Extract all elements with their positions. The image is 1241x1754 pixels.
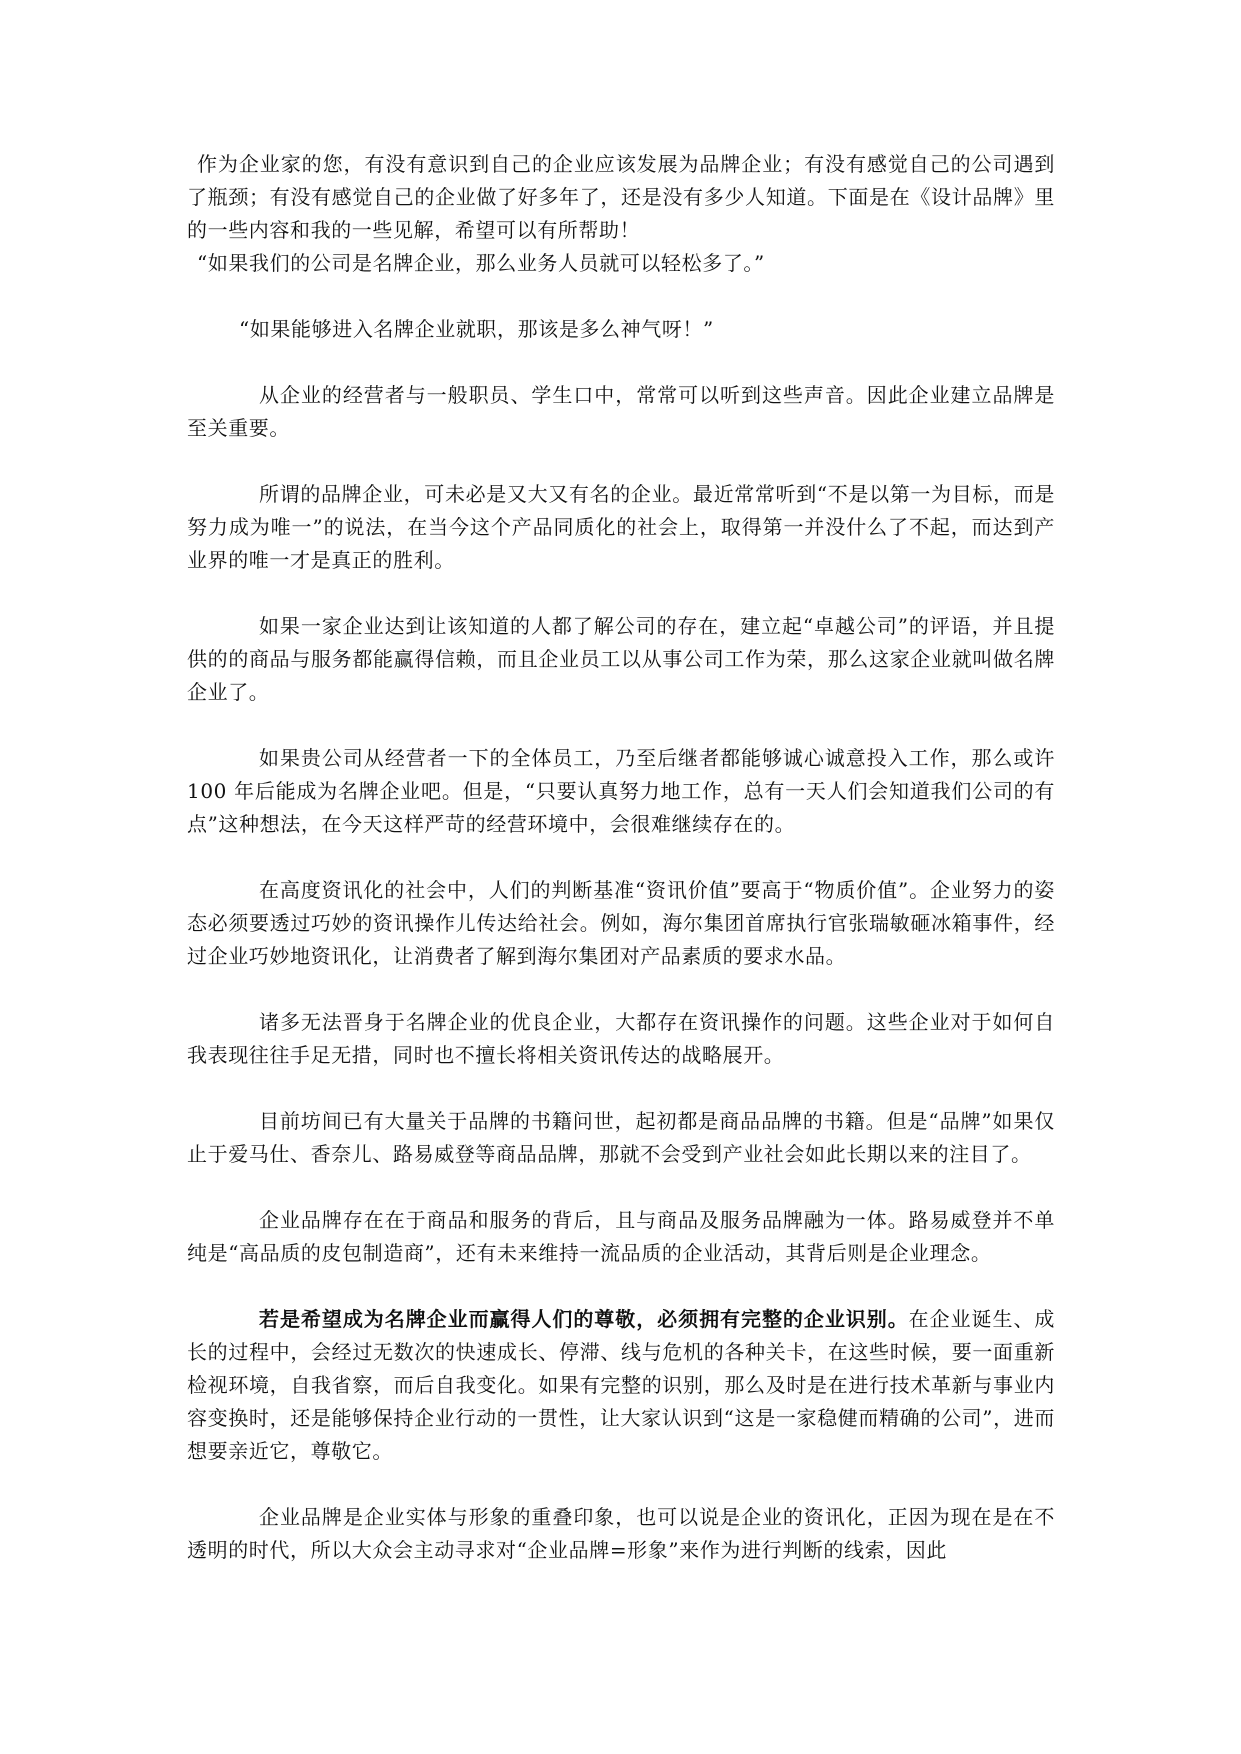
paragraph-2: 所谓的品牌企业，可未必是又大又有名的企业。最近常常听到“不是以第一为目标，而是努力成为唯一”的说法，在当今这个产品同质化的社会上，取得第一并没什么了不起，而达到产业界的唯一才是真正的胜利。 <box>187 482 1055 572</box>
paragraph-9-bold-lead: 若是希望成为名牌企业而赢得人们的尊敬，必须拥有完整的企业识别。 <box>259 1307 909 1331</box>
paragraph-9-rest: 在企业诞生、成长的过程中，会经过无数次的快速成长、停滞、线与危机的各种关卡，在这些时候，要一面重新检视环境，自我省察，而后自我变化。如果有完整的识别，那么及时是在进行技术革新与事业内容变换时，还是能够保持企业行动的一贯性，让大家认识到“这是一家稳健而精确的公司”，进而想要亲近它，尊敬它。 <box>187 1307 1055 1463</box>
paragraph-9 <box>187 1303 1055 1468</box>
paragraph-7: 目前坊间已有大量关于品牌的书籍问世，起初都是商品品牌的书籍。但是“品牌”如果仅止于爱马仕、香奈儿、路易威登等商品品牌，那就不会受到产业社会如此长期以来的注目了。 <box>187 1109 1055 1166</box>
paragraph-8: 企业品牌存在在于商品和服务的背后，且与商品及服务品牌融为一体。路易威登并不单纯是“高品质的皮包制造商”，还有未来维持一流品质的企业活动，其背后则是企业理念。 <box>187 1208 1055 1265</box>
paragraph-10: 企业品牌是企业实体与形象的重叠印象，也可以说是企业的资讯化，正因为现在是在不透明的时代，所以大众会主动寻求对“企业品牌=形象”来作为进行判断的线索，因此 <box>187 1505 1055 1562</box>
intro-paragraph: 作为企业家的您，有没有意识到自己的企业应该发展为品牌企业；有没有感觉自己的公司遇到了瓶颈；有没有感觉自己的企业做了好多年了，还是没有多少人知道。下面是在《设计品牌》里的一些内容和我的一些见解，希望可以有所帮助！ <box>187 152 1055 242</box>
paragraph-4: 如果贵公司从经营者一下的全体员工，乃至后继者都能够诚心诚意投入工作，那么或许 100 年后能成为名牌企业吧。但是，“只要认真努力地工作，总有一天人们会知道我们公司的有点”这种想法，在今天这样严苛的经营环境中，会很难继续存在的。 <box>187 746 1055 836</box>
paragraph-1: 从企业的经营者与一般职员、学生口中，常常可以听到这些声音。因此企业建立品牌是至关重要。 <box>187 383 1055 440</box>
document-body <box>187 148 1055 1600</box>
paragraph-3: 如果一家企业达到让该知道的人都了解公司的存在，建立起“卓越公司”的评语，并且提供的的商品与服务都能赢得信赖，而且企业员工以从事公司工作为荣，那么这家企业就叫做名牌企业了。 <box>187 614 1055 704</box>
paragraph-6: 诸多无法晋身于名牌企业的优良企业，大都存在资讯操作的问题。这些企业对于如何自我表现往往手足无措，同时也不擅长将相关资讯传达的战略展开。 <box>187 1010 1055 1067</box>
paragraph-5: 在高度资讯化的社会中，人们的判断基准“资讯价值”要高于“物质价值”。企业努力的姿态必须要透过巧妙的资讯操作儿传达给社会。例如，海尔集团首席执行官张瑞敏砸冰箱事件，经过企业巧妙地资讯化，让消费者了解到海尔集团对产品素质的要求水品。 <box>187 878 1055 968</box>
quote-paragraph-2: “如果能够进入名牌企业就职，那该是多么神气呀！” <box>239 317 714 341</box>
quote-paragraph-1: “如果我们的公司是名牌企业，那么业务人员就可以轻松多了。” <box>197 251 765 275</box>
